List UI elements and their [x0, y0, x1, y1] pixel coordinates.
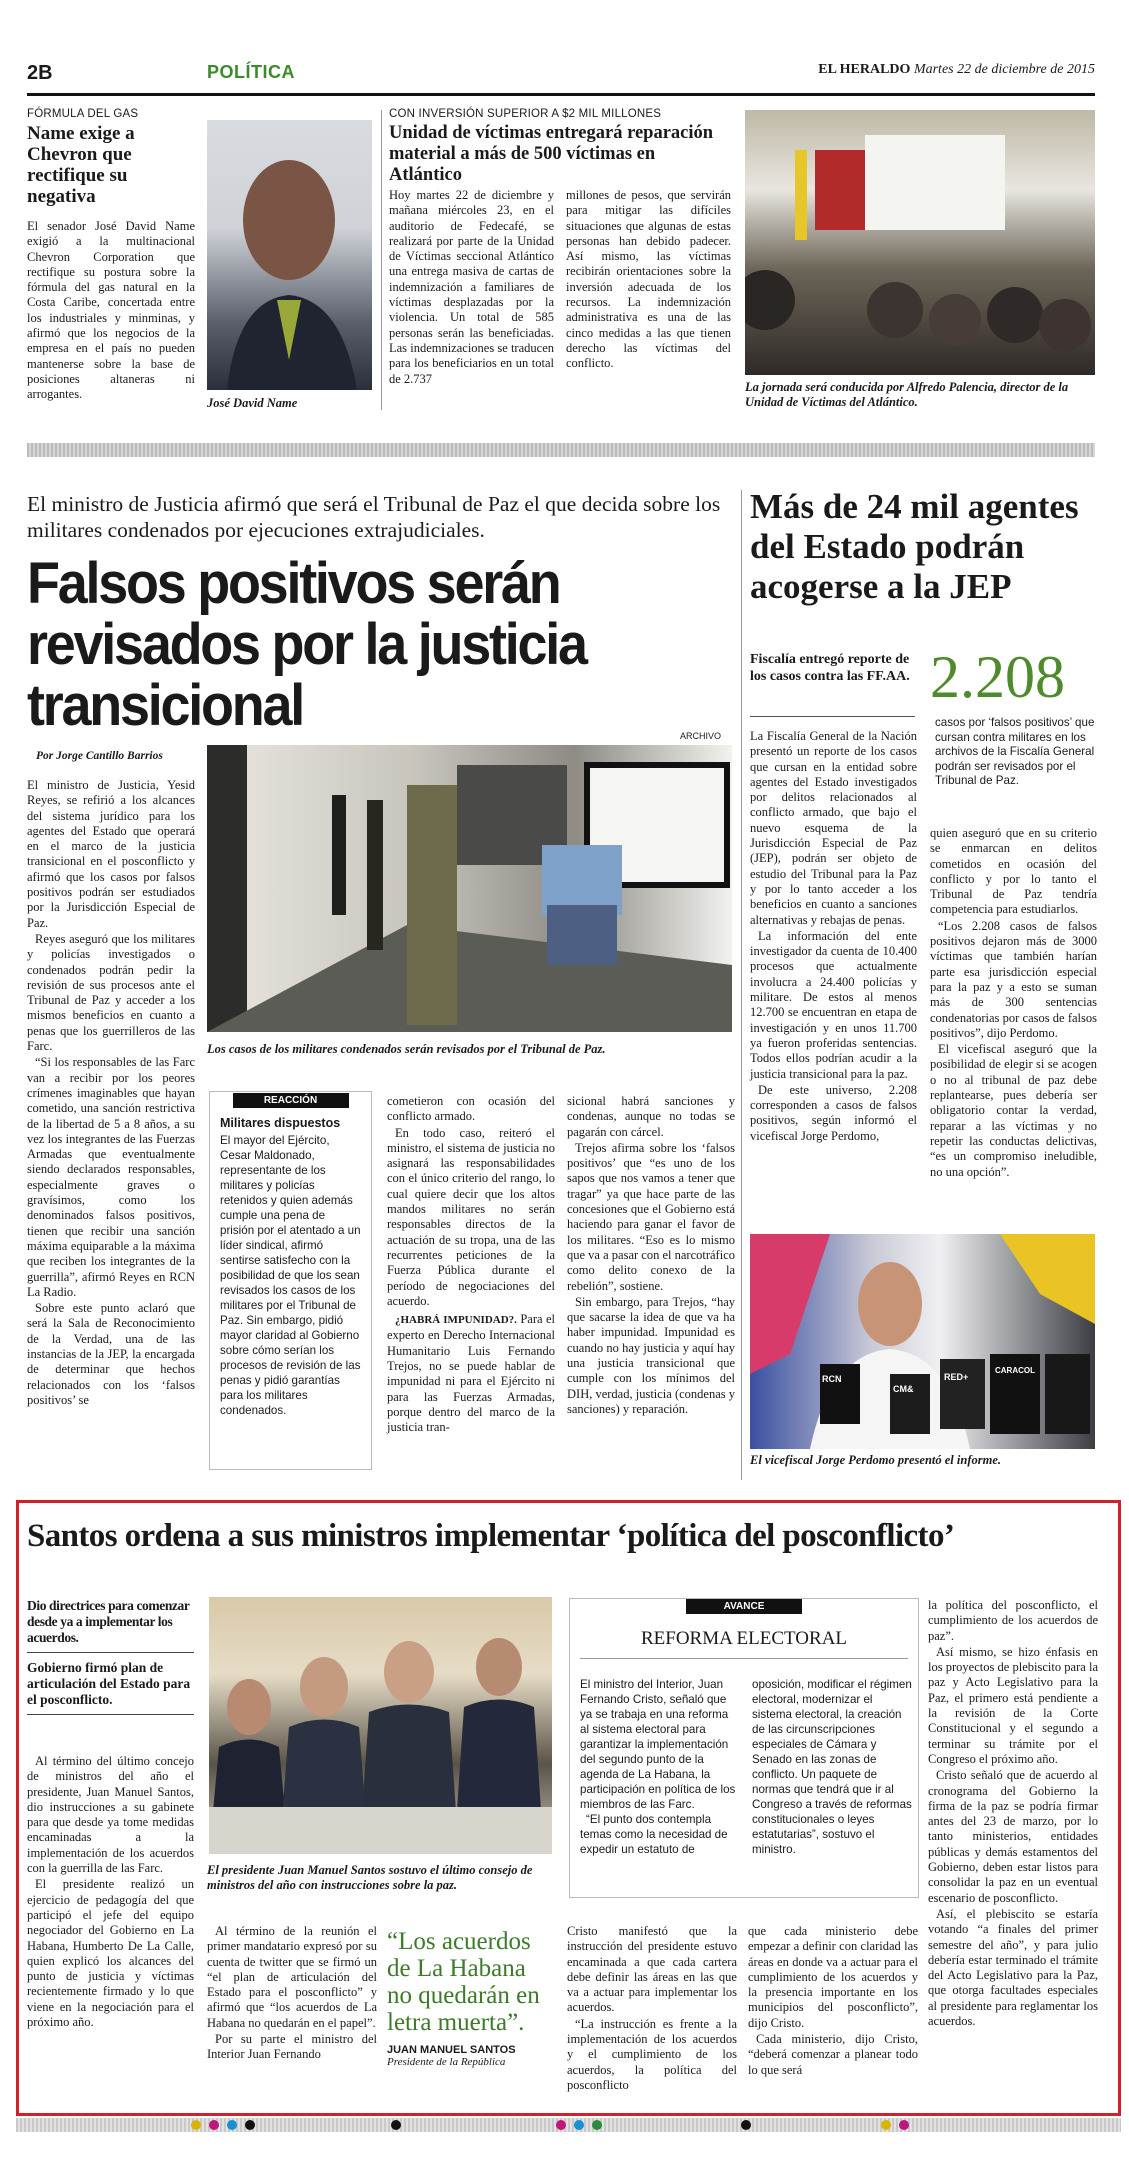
paragraph: De este universo, 2.208 corresponden a casos de falsos positivos, según informó el vicefiscal Jorge Perdomo,: [750, 1082, 917, 1143]
sidebar-reaccion: [209, 1091, 372, 1470]
paragraph: La Fiscalía General de la Nación presentó un reporte de los casos que cursan en la entidad sobre agentes del Estado investigados por delitos relacionados al conflicto armado, que bajo el nuevo esquema de la Jurisdicción Especial de Paz (JEP), podrán ser objeto de estudio del Tribunal para la Paz y por lo tanto acceder a los beneficios en cuanto a sanciones alternativas y rebajas de penas.: [750, 729, 917, 927]
sidebar-col1: [580, 1677, 740, 1857]
page-number: 2B: [27, 62, 53, 84]
quote-role: Presidente de la República: [387, 2056, 506, 2068]
paragraph: Al término de la reunión el primer mandatario expresó por su cuenta de twitter que se firmó un “el plan de articulación del Estado para el posconflicto” y afirmó que “los acuerdos de La Habana no quedarán en el papel”.: [207, 1924, 377, 2030]
story-deck: El ministro de Justicia afirmó que será el Tribunal de Paz el que decida sobre los militares condenados por ejecuciones extrajudiciales.: [27, 492, 721, 542]
quote-author: JUAN MANUEL SANTOS: [387, 2044, 516, 2056]
band-separator: [27, 443, 1095, 457]
story-headline[interactable]: Santos ordena a sus ministros implementar ‘política del posconflicto’: [27, 1518, 955, 1554]
story-victimas: [389, 108, 729, 194]
deck-line: Dio directrices para comenzar desde ya a implementar los acuerdos.: [27, 1598, 194, 1653]
paragraph: Por su parte el ministro del Interior Juan Fernando: [207, 2032, 377, 2062]
story-col5: [928, 1598, 1098, 2030]
story-body-col1: Hoy martes 22 de diciembre y mañana miércoles 23, en el auditorio de Fedecafé, se realizará por parte de la Unidad de Víctimas seccional Atlántico una entrega masiva de cartas de indemnización a familiares de víctimas desplazadas por la violencia. Un total de 585 personas serán las beneficiadas. Las indemnizaciones se traducen para los beneficiarios en un total de 2.737: [389, 188, 554, 386]
mic-label: RED+: [944, 1372, 969, 1382]
paragraph: que cada ministerio debe empezar a definir con claridad las áreas en donde va a actuar para el cumplimiento de los acuerdos y la presencia importante en los municipios del posconflicto”, dijo Cristo.: [748, 1924, 918, 2030]
event-illustration: [745, 110, 1095, 375]
paragraph: El ministro de Justicia, Yesid Reyes, se refirió a los alcances del sistema jurídico para los agentes del Estado que operará en el marco de la justicia transicional en el posconflicto y afirmó que los casos por falsos positivos podrán ser estudiados por la Jurisdicción Especial de Paz.: [27, 778, 195, 930]
paragraph: Así mismo, se hizo énfasis en los proyectos de plebiscito para la paz y Acto Legislativo para la Paz, el primero está pendiente a la revisión de la Corte Constitucional y el segundo a terminar su trámite por el Congreso el próximo año.: [928, 1644, 1098, 1766]
paragraph: El vicefiscal aseguró que la posibilidad de elegir si se acogen o no al tribunal de paz debe replantearse, pues debería ser obligatorio contar la verdad, reparar a las víctimas y no repetir las conductas delictivas, “es un compromiso ineludible, no una opción”.: [930, 1042, 1097, 1179]
paragraph: Sin embargo, para Trejos, “hay que sacarse la idea de que va ha haber impunidad. Impunidad es cuando no hay justicia y aquí hay una justicia transicional que cumple con los mínimos del DIH, verdad, justicia (condenas y sanciones) y reparación.: [567, 1294, 735, 1416]
photo-caption: El presidente Juan Manuel Santos sostuvo el último consejo de ministros del año con instrucciones sobre la paz.: [207, 1863, 533, 1892]
story-headline[interactable]: Más de 24 mil agentes del Estado podrán acogerse a la JEP: [750, 487, 1079, 606]
photo-consejo-ministros: [209, 1597, 552, 1854]
story-subhead: Fiscalía entregó reporte de los casos contra las FF.AA.: [750, 652, 910, 684]
big-number-text: casos por ‘falsos positivos’ que cursan contra militares en los archivos de la Fiscalía General podrán ser revisados por el Tribunal de Paz.: [935, 716, 1095, 787]
photo-credit: ARCHIVO: [680, 731, 722, 741]
print-registration-strip: [16, 2118, 1121, 2132]
divider: [741, 490, 742, 1480]
story-headline[interactable]: Name exige a Chevron que rectifique su negativa: [27, 123, 135, 207]
section-label: POLÍTICA: [207, 62, 295, 82]
paragraph: “La instrucción es frente a la implementación de los acuerdos y el cumplimiento de los acuerdos, la política del posconflicto: [567, 2016, 737, 2092]
story-col2: [930, 826, 1097, 1181]
sidebar-tag: REACCIÓN: [233, 1093, 349, 1108]
sidebar-reforma: [569, 1598, 919, 1898]
divider: [381, 110, 382, 410]
story-kicker: FÓRMULA DEL GAS: [27, 108, 139, 120]
deck-rule: [750, 716, 915, 717]
story-col4: [748, 1924, 918, 2079]
photo-caption: José David Name: [207, 396, 298, 410]
paragraph: Trejos afirma sobre los ‘falsos positivos’ que “es uno de los sapos que nos vamos a tener que tragar” ya que hace parte de las concesiones que el Gobierno está haciendo para ganar el favor de los militares. “Eso es lo mismo que va a pasar con el narcotráfico como delito conexo de la rebelión”, sostiene.: [567, 1140, 735, 1293]
sidebar-body: El mayor del Ejército, Cesar Maldonado, representante de los militares y policías retenidos y quien además cumple una pena de prisión por el atentado a un líder sindical, afirmó sentirse satisfecho con la posibilidad de que los sean revisados los casos de los militares por el Tribunal de Paz. Sin embargo, pidió mayor claridad al Gobierno sobre cómo serían los procesos de revisión de las penas y pidió garantías para los militares condenados.: [220, 1134, 361, 1417]
paragraph: “Los 2.208 casos de falsos positivos dejaron más de 3000 víctimas que también harían parte esa jurisdicción especial para la paz y a esto se suman más de 300 sentencias condenatorias por casos de falsos positivos”, dijo Perdomo.: [930, 918, 1097, 1040]
photo-militares: [207, 745, 732, 1032]
photo-jornada-victimas: [745, 110, 1095, 375]
photo-jose-david-name: [207, 120, 372, 390]
paragraph: cometieron con ocasión del conflicto armado.: [387, 1094, 555, 1124]
byline: Por Jorge Cantillo Barrios: [36, 750, 163, 762]
paragraph: Sobre este punto aclaró que será la Sala de Reconocimiento de la Verdad, una de las instancias de la JEP, la encargada de determinar que hechos relacionados con los ‘falsos positivos’ se: [27, 1301, 195, 1407]
mic-label: CARACOL: [995, 1366, 1035, 1375]
paragraph: El presidente realizó un ejercicio de pedagogía del que participó el jefe del equipo negociador del Gobierno en La Habana, Humberto De La Calle, quien explicó los alcances del punto de justicia y víctimas recientemente firmado y lo que viene en la negociación para el próximo año.: [27, 1877, 194, 2030]
paragraph: Cristo manifestó que la instrucción del presidente estuvo encaminada a que cada cartera debe definir las áreas en las que va a actuar para implementar los acuerdos.: [567, 1924, 737, 2015]
story-col1: [750, 729, 917, 1145]
corridor-illustration: [207, 745, 732, 1032]
story-kicker: CON INVERSIÓN SUPERIOR A $2 MIL MILLONES: [389, 108, 662, 120]
header-rule: [27, 93, 1095, 96]
masthead: [760, 62, 1095, 78]
story-body: El senador José David Name exigió a la multinacional Chevron Corporation que rectifique su postura sobre la fórmula del gas natural en la Costa Caribe, concertada entre los industriales y minminas, y afirmó que los negocios de la empresa en el país no pueden mantenerse sobre la base de posiciones altaneras ni arrogantes.: [27, 219, 195, 402]
sidebar-col2: [752, 1677, 912, 1857]
story-col1: [27, 1754, 194, 2031]
mic-label: CM&: [893, 1384, 914, 1394]
paragraph: quien aseguró que en su criterio se enmarcan en delitos cometidos en ocasión del conflicto y por lo tanto el Tribunal de Paz tendría competencia para estudiarlos.: [930, 826, 1097, 917]
registration-dots: [16, 2118, 1121, 2132]
sidebar-title: Militares dispuestos: [220, 1116, 341, 1130]
meeting-illustration: [209, 1597, 552, 1854]
story-col3: [387, 1094, 555, 1437]
paragraph: Cristo señaló que de acuerdo al cronograma del Gobierno la firma de la paz se podría firmar antes del 23 de marzo, por lo tanto ministerios, entidades públicas y demás estamentos del Gobierno, deben estar listos para consolidar la paz en un eventual escenario de posconflicto.: [928, 1768, 1098, 1905]
portrait-illustration: [207, 120, 372, 390]
quote-text: “Los acuerdos de La Habana no quedarán en letra muerta”.: [387, 1928, 540, 2036]
story-col4: [567, 1094, 735, 1418]
paragraph: [387, 1312, 555, 1435]
story-decks: [27, 1598, 194, 1715]
photo-vicefiscal: [750, 1234, 1095, 1449]
paragraph: Reyes aseguró que los militares y policías investigados o condenados podrán pedir la revisión de sus procesos ante el Tribunal de Paz y acceder a los mismos beneficios en cuanto a penas que los guerrilleros de las Farc.: [27, 931, 195, 1054]
paragraph: Al término del último concejo de ministros del año el presidente, Juan Manuel Santos, dio instrucciones a su gabinete para que desde ya tome medidas encaminadas a la implementación de los acuerdos con la guerrilla de las Farc.: [27, 1754, 194, 1876]
story-headline[interactable]: Unidad de víctimas entregará reparación material a más de 500 víctimas en Atlántico: [389, 123, 714, 185]
press-illustration: [750, 1234, 1095, 1449]
paragraph-text: Para el experto en Derecho Internacional Humanitario Luis Fernando Trejos, no se puede hablar de impunidad ni para el Ejército ni para las Fuerzas Armadas, porque dentro del marco de la justicia tran-: [387, 1312, 556, 1435]
deck-line: Gobierno firmó plan de articulación del Estado para el posconflicto.: [27, 1660, 194, 1715]
paragraph: sicional habrá sanciones y condenas, aunque no todas se pagarán con cárcel.: [567, 1094, 735, 1139]
sidebar-rule: [580, 1658, 908, 1659]
paper-name: EL HERALDO: [818, 62, 911, 77]
pull-quote: [387, 1928, 555, 2068]
story-col2: [207, 1924, 377, 2064]
paragraph: La información del ente investigador da cuenta de 10.400 procesos que actualmente involucra a 24.400 policías y militare. De estos al menos 12.700 se encuentran en etapa de investigación y en unos 11.700 ya fueron proferidas sentencias. Todos ellos podrían acudir a la justicia transicional para la paz.: [750, 928, 917, 1081]
story-body-col2: millones de pesos, que servirán para mitigar las difíciles situaciones que algunas de estas personas han debido padecer. Así mismo, las víctimas recibirán orientaciones sobre la inversión adecuada de los recursos. La indemnización administrativa es una de las cinco medidas a las que tienen derecho las víctimas del conflicto.: [566, 188, 731, 371]
big-number: 2.208: [930, 644, 1065, 710]
photo-caption: La jornada será conducida por Alfredo Palencia, director de la Unidad de Víctimas del Atlántico.: [745, 380, 1069, 409]
paragraph: Así, el plebiscito se estaría votando “a finales del primer semestre del año”, y para julio debería estar terminado el trámite del Acto Legislativo para la Paz, que otorga facultades especiales al presidente para reglamentar los acuerdos.: [928, 1906, 1098, 2029]
story-col1: [27, 778, 195, 1409]
subhead-impunidad: ¿HABRÁ IMPUNIDAD?.: [395, 1314, 517, 1327]
story-headline[interactable]: Falsos positivos serán revisados por la justicia transicional: [27, 551, 586, 738]
story-name-chevron: [27, 108, 195, 404]
paragraph: En todo caso, reiteró el ministro, el sistema de justicia no asignará las responsabilidades con el único criterio del rango, lo cual quiere decir que los altos mandos militares no serán responsables directos de la actuación de su tropa, una de las recurrentes peticiones de la Fuerza Pública durante el período de negociaciones del acuerdo.: [387, 1125, 555, 1308]
story-col3: [567, 1924, 737, 2094]
paragraph: “El punto dos contempla temas como la necesidad de expedir un estatuto de: [580, 1813, 728, 1856]
paragraph: El ministro del Interior, Juan Fernando Cristo, señaló que ya se trabaja en una reforma al sistema electoral para garantizar la implementación del segundo punto de la agenda de La Habana, la participación en política de los miembros de las Farc.: [580, 1678, 736, 1811]
sidebar-tag: AVANCE: [686, 1599, 802, 1614]
photo-caption: El vicefiscal Jorge Perdomo presentó el informe.: [750, 1453, 1002, 1467]
paragraph: Cada ministerio, dijo Cristo, “deberá comenzar a planear todo lo que será: [748, 2032, 918, 2077]
sidebar-title: REFORMA ELECTORAL: [640, 1628, 848, 1649]
issue-date: Martes 22 de diciembre de 2015: [913, 62, 1095, 77]
paragraph: la política del posconflicto, el cumplimiento de los acuerdos de paz”.: [928, 1598, 1098, 1643]
photo-caption: Los casos de los militares condenados serán revisados por el Tribunal de Paz.: [207, 1042, 606, 1056]
paragraph: “Si los responsables de las Farc van a recibir por los peores crímenes imaginables que hayan cometido, una sanción restrictiva de la libertad de 5 a 8 años, a su vez los integrantes de las Fuerzas Armadas que eventualmente siendo declarados responsables, especialmente graves o gravísimos, como los denominados falsos positivos, tienen que recibir una sanción máxima equiparable a la máxima que reciben los integrantes de la guerrilla”, afirmó Reyes en RCN La Radio.: [27, 1055, 195, 1299]
paragraph: oposición, modificar el régimen electoral, modernizar el sistema electoral, la creación de las circunscripciones especiales de Cámara y Senado en las zonas de conflicto. Un paquete de normas que tendrá que ir al Congreso a través de reformas constitucionales o leyes estatutarias”, sostuvo el ministro.: [752, 1678, 912, 1856]
mic-label: RCN: [822, 1374, 842, 1384]
